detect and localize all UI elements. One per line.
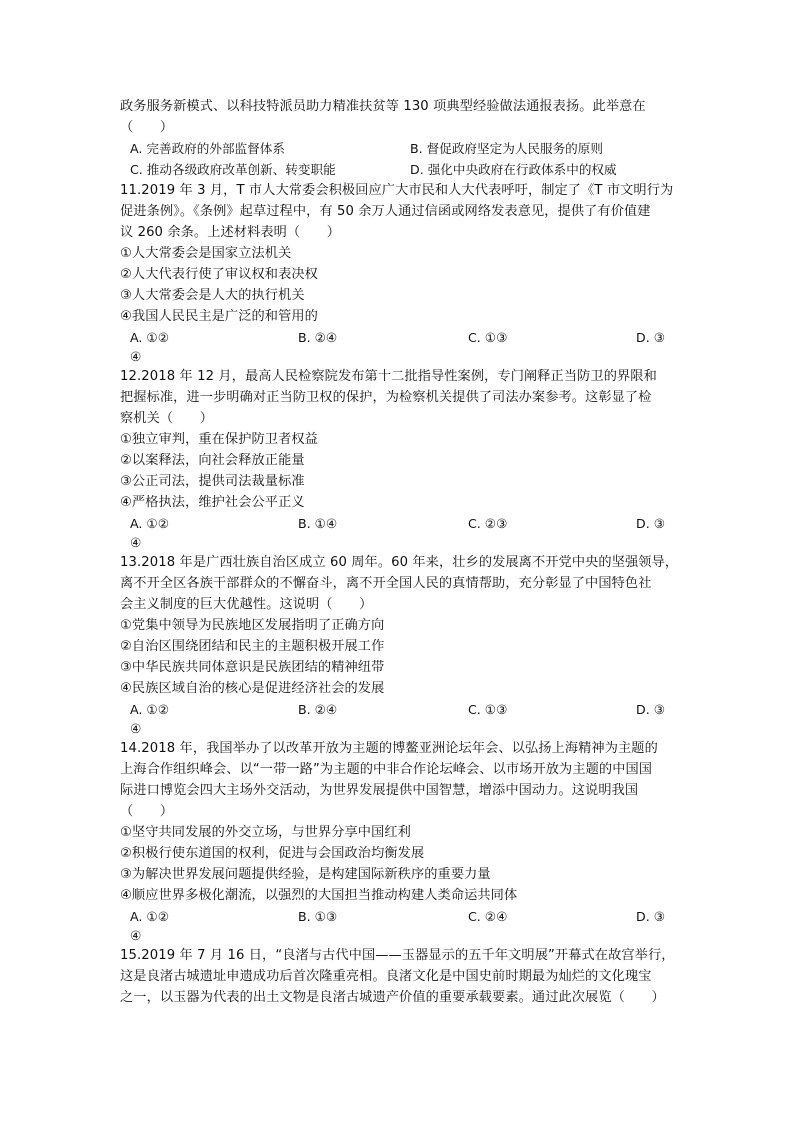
question-stem-line: 14.2018 年，我国举办了以改革开放为主题的博鳌亚洲论坛年会、以弘扬上海精神为主题的 (120, 741, 658, 756)
option-a: A. ①② (130, 516, 169, 531)
statement-item: ①独立审判，重在保护防卫者权益 (120, 432, 318, 447)
question-stem-line: 议 260 余条。上述材料表明（ ） (120, 225, 341, 240)
option-row (120, 138, 676, 159)
statement-item: ①人大常委会是国家立法机关 (120, 246, 292, 261)
question-13 (120, 552, 679, 738)
question-stem-line: 12.2018 年 12 月，最高人民检察院发布第十二批指导性案例，专门阐释正当防卫的界限和 (120, 369, 657, 384)
option-d-continuation: ④ (130, 928, 142, 943)
option-c: C. 推动各级政府改革创新、转变职能 (130, 162, 336, 177)
option-row (120, 513, 676, 534)
option-b: B. ①③ (298, 909, 338, 924)
question-stem-line: 离不开全区各族干部群众的不懈奋斗，离不开全国人民的真情帮助，充分彰显了中国特色社 (120, 576, 652, 591)
question-stem-line: 政务服务新模式、以科技特派员助力精准扶贫等 130 项典型经验做法通报表扬。此举意在 (120, 99, 646, 114)
statement-item: ①坚守共同发展的外交立场，与世界分享中国红利 (120, 825, 411, 840)
statement-item: ③公正司法，提供司法裁量标准 (120, 474, 305, 489)
option-row (120, 906, 676, 927)
question-stem-line: 11.2019 年 3 月，T 市人大常委会积极回应广大市民和人大代表呼吁，制定了《T 市文明行为 (120, 183, 674, 198)
question-stem-line: 上海合作组织峰会、以“一带一路”为主题的中非合作论坛峰会、以市场开放为主题的中国国 (120, 762, 653, 777)
question-stem-line: 际进口博览会四大主场外交活动，为世界发展提供中国智慧，增添中国动力。这说明我国 (120, 783, 639, 798)
option-b: B. 督促政府坚定为人民服务的原则 (410, 141, 603, 156)
statement-item: ③为解决世界发展问题提供经验，是构建国际新秩序的重要力量 (120, 867, 491, 882)
statement-item: ②人大代表行使了审议权和表决权 (120, 267, 318, 282)
exam-page (120, 96, 679, 1008)
option-d: D. ③ (636, 702, 665, 717)
statement-item: ④顺应世界多极化潮流，以强烈的大国担当推动构建人类命运共同体 (120, 888, 518, 903)
question-stem-line: （ ） (120, 120, 174, 135)
option-c: C. ①③ (468, 702, 508, 717)
option-c: C. ②③ (468, 516, 508, 531)
option-a: A. ①② (130, 702, 169, 717)
question-stem-line: 这是良渚古城遗址申遗成功后首次隆重亮相。良渚文化是中国史前时期最为灿烂的文化瑰宝 (120, 969, 652, 984)
option-d-continuation: ④ (130, 535, 142, 550)
option-a: A. ①② (130, 330, 169, 345)
option-d: D. 强化中央政府在行政体系中的权威 (410, 162, 617, 177)
statement-item: ④民族区域自治的核心是促进经济社会的发展 (120, 681, 385, 696)
question-14 (120, 738, 676, 945)
statement-item: ②以案释法，向社会释放正能量 (120, 453, 305, 468)
option-d-continuation: ④ (130, 721, 142, 736)
option-a: A. ①② (130, 909, 169, 924)
option-a: A. 完善政府的外部监督体系 (130, 141, 285, 156)
option-c: C. ①③ (468, 330, 508, 345)
option-b: B. ①④ (298, 516, 338, 531)
question-stem-line: 13.2018 年是广西壮族自治区成立 60 周年。60 年来，壮乡的发展离不开党中央的坚强领导， (120, 555, 679, 570)
option-d-continuation: ④ (130, 349, 142, 364)
question-11 (120, 180, 676, 366)
question-stem-line: 会主义制度的巨大优越性。这说明（ ） (120, 597, 373, 612)
statement-item: ②自治区围绕团结和民主的主题积极开展工作 (120, 639, 385, 654)
option-row (120, 699, 676, 720)
option-d: D. ③ (636, 516, 665, 531)
option-d: D. ③ (636, 909, 665, 924)
statement-item: ③中华民族共同体意识是民族团结的精神纽带 (120, 660, 385, 675)
question-stem-line: 促进条例》。《条例》起草过程中，有 50 余万人通过信函或网络发表意见，提供了有价值建 (120, 204, 651, 219)
statement-item: ③人大常委会是人大的执行机关 (120, 288, 305, 303)
option-d: D. ③ (636, 330, 665, 345)
statement-item: ④我国人民民主是广泛的和管用的 (120, 309, 318, 324)
question-10 (120, 96, 676, 180)
question-stem-line: 之一，以玉器为代表的出土文物是良渚古城遗产价值的重要承载要素。通过此次展览（ ） (120, 990, 665, 1005)
question-15 (120, 945, 676, 1008)
question-stem-line: 察机关（ ） (120, 411, 214, 426)
option-b: B. ②④ (298, 330, 338, 345)
option-row (120, 159, 676, 180)
question-stem-line: 15.2019 年 7 月 16 日，“良渚与古代中国——玉器显示的五千年文明展”开幕式在故宫举行， (120, 948, 675, 963)
option-c: C. ②④ (468, 909, 508, 924)
statement-item: ②积极行使东道国的权利，促进与会国政治均衡发展 (120, 846, 425, 861)
statement-item: ④严格执法，维护社会公平正义 (120, 495, 305, 510)
option-b: B. ②④ (298, 702, 338, 717)
question-stem-line: （ ） (120, 804, 174, 819)
question-12 (120, 366, 676, 552)
question-stem-line: 把握标准，进一步明确对正当防卫权的保护，为检察机关提供了司法办案参考。这彰显了检 (120, 390, 652, 405)
option-row (120, 327, 676, 348)
statement-item: ①党集中领导为民族地区发展指明了正确方向 (120, 618, 385, 633)
